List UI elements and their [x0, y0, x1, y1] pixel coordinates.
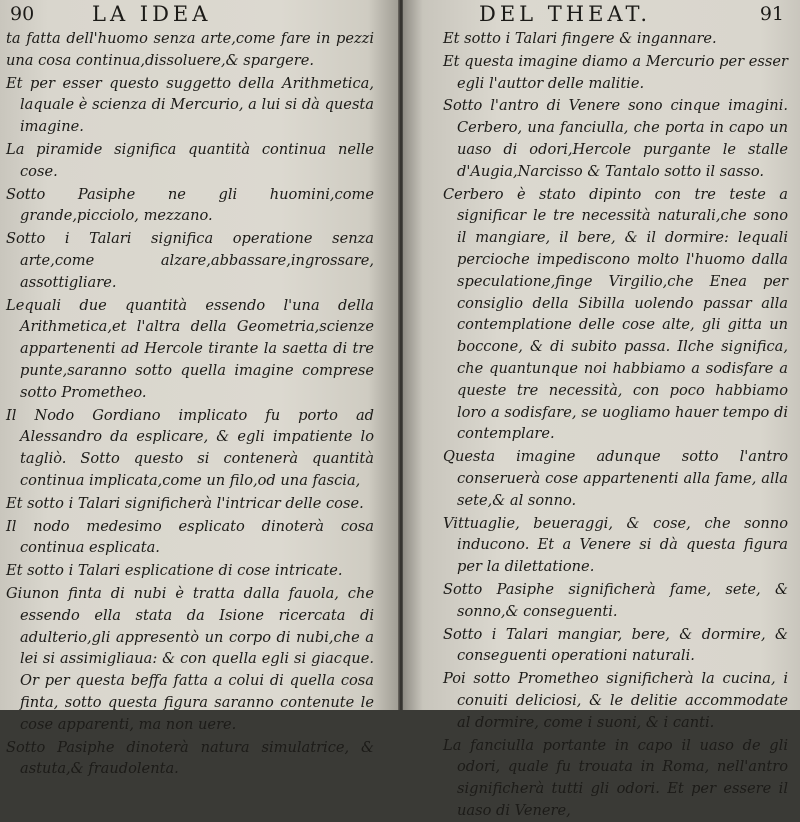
paragraph: Sotto Pasiphe dinoterà natura simulatrice, & astuta,& fraudolenta. — [6, 738, 374, 778]
paragraph: Sotto Pasiphe ne gli huomini,come grande,picciolo, mezzano. — [6, 185, 374, 225]
right-page — [403, 0, 800, 819]
paragraph: Vittuaglie, beueraggi, & cose, che sonno inducono. Et a Venere si dà questa figura per la dilettatione. — [443, 514, 788, 576]
paragraph: Lequali due quantità essendo l'una della Arithmetica,et l'altra della Geometria,scienze appartenenti ad Hercole tirante la saetta di tre punte,saranno sotto quella imagine comprese sotto Prometheo. — [6, 296, 374, 401]
right-page-text — [443, 28, 788, 822]
paragraph: Et sotto i Talari fingere & ingannare. — [443, 30, 717, 47]
paragraph: Et questa imagine diamo a Mercurio per esser egli l'auttor delle malitie. — [443, 52, 788, 92]
paragraph: La fanciulla portante in capo il uaso de gli odori, quale fu trouata in Roma, nell'antro significherà tutti gli odori. Et per essere il uaso di Venere, — [443, 736, 788, 819]
paragraph: La piramide significa quantità continua nelle cose. — [6, 140, 374, 180]
paragraph: ta fatta dell'huomo senza arte,come fare in pezzi una cosa continua,dissoluere,& spargere. — [6, 30, 374, 69]
paragraph: Et sotto i Talari esplicatione di cose intricate. — [6, 562, 343, 580]
paragraph: Sotto i Talari mangiar, bere, & dormire, & conseguenti operationi naturali. — [443, 625, 788, 665]
paragraph: Questa imagine adunque sotto l'antro conseruerà cose appartenenti alla fame, alla sete,& al sonno. — [443, 448, 788, 509]
paragraph: Sotto Pasiphe significherà fame, sete, & sonno,& conseguenti. — [443, 580, 788, 620]
paragraph: Sotto i Talari significa operatione senza arte,come alzare,abbassare,ingrossare, assottigliare. — [6, 230, 374, 291]
paragraph: Poi sotto Prometheo significherà la cucina, i conuiti deliciosi, & le delitie accommodate al dormire, come i suoni, & i canti. — [443, 670, 788, 731]
left-page-header — [6, 0, 374, 28]
paragraph: Et sotto i Talari significherà l'intricar delle cose. — [6, 494, 364, 512]
running-head: DEL THEAT. — [479, 2, 652, 26]
paragraph: Giunon finta di nubi è tratta dalla fauola, che essendo ella stata da Isione ricercata di adulterio,gli appresentò un corpo di nubi,che a lei si assimigliaua: & con quella egli si giacque. Or per questa beffa fatta a colui di quella cosa finta, sotto questa figura saranno contenute le cose apparenti, ma non uere. — [6, 584, 374, 733]
right-page-header — [443, 0, 788, 28]
running-head: LA IDEA — [92, 2, 212, 26]
page-number: 91 — [759, 3, 784, 25]
page-number: 90 — [10, 3, 35, 25]
left-page-text — [6, 28, 374, 780]
paragraph: Il nodo medesimo esplicato dinoterà cosa continua esplicata. — [6, 517, 374, 557]
paragraph: Et per esser questo suggetto della Arithmetica, laquale è scienza di Mercurio, a lui si dà questa imagine. — [6, 74, 374, 136]
paragraph: Sotto l'antro di Venere sono cinque imagini. Cerbero, una fanciulla, che porta in capo un uaso di odori,Hercole purgante le stalle d'Augia,Narcisso & Tantalo sotto il sasso. — [443, 97, 788, 180]
paragraph: Cerbero è stato dipinto con tre teste a significar le tre necessità naturali,che sono il mangiare, il bere, & il dormire: lequali percioche impediscono molto l'huomo dalla speculatione,finge Virgilio,che Enea per consiglio della Sibilla uolendo passar alla contemplatione delle cose alte, gli gitta un boccone, & di subito passa. Ilche significa, che quantunque noi habbiamo a sodisfare a queste tre necessità, con poco habbiamo loro a sodisfare, se uogliamo hauer tempo di contemplare. — [443, 185, 788, 443]
left-page — [0, 0, 400, 778]
paragraph: Il Nodo Gordiano implicato fu porto ad Alessandro da esplicare, & egli impatiente lo tagliò. Sotto questo si contenerà quantità continua implicata,come un filo,od una fascia, — [6, 406, 374, 489]
